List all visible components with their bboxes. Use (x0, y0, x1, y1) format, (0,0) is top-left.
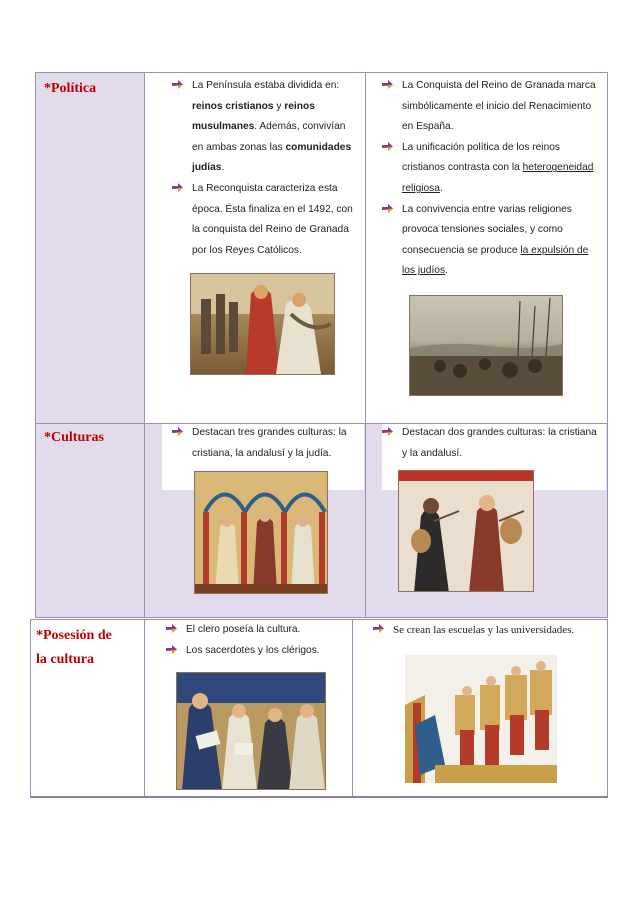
bullet-arrow-icon (373, 620, 385, 641)
divider (365, 73, 366, 617)
row-header-culturas: *Culturas (44, 430, 104, 445)
divider (30, 796, 608, 798)
row-header-posesion: *Posesión de la cultura (36, 628, 112, 667)
bullet-arrow-icon (382, 423, 394, 464)
divider (144, 620, 145, 797)
list-item: La Península estaba dividida en: reinos cristianos y reinos musulmanes. Además, convivían en ambas zonas las comunidades judías. (172, 76, 358, 179)
reyes-catolicos-painting (190, 273, 335, 375)
bullet-arrow-icon (382, 200, 394, 282)
medieval-manuscript-illumination (194, 471, 328, 594)
list-item: La convivencia entre varias religiones provoca tensiones sociales, y como consecuencia se produce la expulsión de los judíos. (382, 200, 604, 282)
list-item: La Reconquista caracteriza esta época. Ésta finaliza en el 1492, con la conquista del Reino de Granada por los Reyes Católicos. (172, 179, 358, 261)
medieval-school-miniature (405, 655, 557, 783)
list-item: Los sacerdotes y los clérigos. (166, 641, 351, 662)
bullet-arrow-icon (382, 76, 394, 138)
culturas-col2 (382, 423, 604, 464)
granada-landscape-painting (409, 295, 563, 396)
politica-col2 (382, 76, 604, 282)
list-item: El clero poseía la cultura. (166, 620, 351, 641)
bullet-arrow-icon (172, 76, 184, 179)
row-header-politica: *Política (44, 81, 97, 96)
posesion-col2 (373, 620, 606, 641)
bullet-arrow-icon (382, 138, 394, 200)
bullet-arrow-icon (166, 620, 178, 641)
politica-col1 (172, 76, 358, 261)
cantigas-musicians-miniature (398, 470, 534, 592)
bullet-arrow-icon (172, 179, 184, 261)
list-item: Destacan tres grandes culturas: la cristiana, la andalusí y la judía. (172, 423, 358, 464)
monks-reading-miniature (176, 672, 326, 790)
divider (352, 620, 353, 797)
divider (144, 73, 145, 617)
list-item: Destacan dos grandes culturas: la cristiana y la andalusí. (382, 423, 604, 464)
posesion-col1 (166, 620, 351, 661)
culturas-col1 (172, 423, 358, 464)
list-item: Se crean las escuelas y las universidades. (373, 620, 606, 641)
list-item: La Conquista del Reino de Granada marca simbólicamente el inicio del Renacimiento en España. (382, 76, 604, 138)
header-cell-politica (36, 73, 144, 423)
bullet-arrow-icon (172, 423, 184, 464)
bullet-arrow-icon (166, 641, 178, 662)
list-item: La unificación política de los reinos cristianos contrasta con la heterogeneidad religiosa. (382, 138, 604, 200)
